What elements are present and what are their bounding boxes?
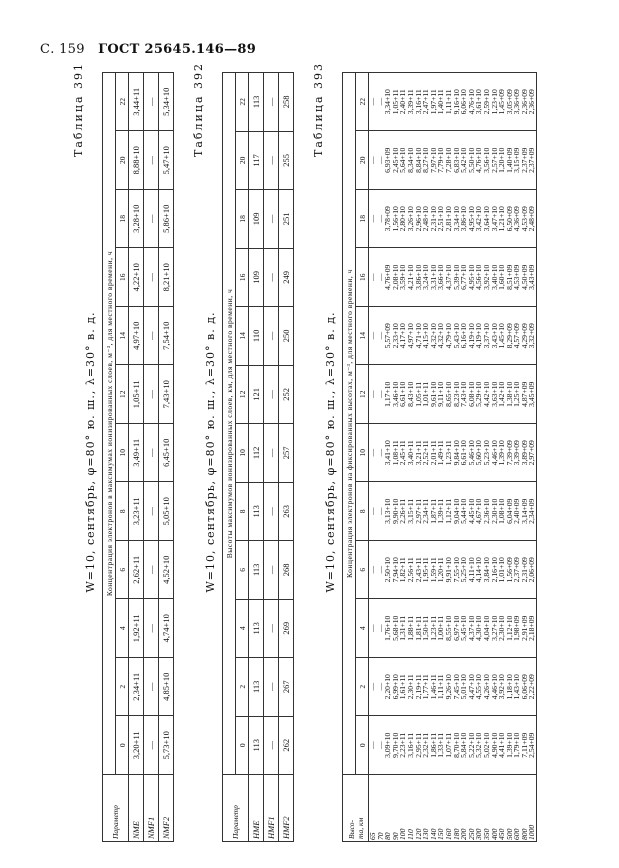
param-name: HME (249, 775, 264, 842)
value-cell: — (264, 307, 279, 365)
header-row (343, 73, 356, 842)
value-cell: — (264, 73, 279, 132)
hour-cell: 0 (116, 716, 129, 775)
value-cell: 8,21+10 (159, 248, 174, 307)
value-cell: 3,20+11 (129, 716, 144, 775)
table-392-subtitle: W=10, сентябрь, φ=80° ю. ш., λ=30° в. д. (204, 311, 217, 593)
value-cell: 252 (279, 365, 294, 423)
value-cell: 3,23+11 (129, 482, 144, 541)
table-392-label: Таблица 392 (192, 62, 205, 157)
value-cell: 113 (249, 716, 264, 774)
value-cell: 4,85+10 (159, 658, 174, 717)
value-cell: 109 (249, 248, 264, 306)
value-cell: — (144, 658, 159, 717)
hour-cell: 4 (116, 599, 129, 658)
hour-cell: 12 (356, 365, 369, 424)
value-column: — — 3,09+10 9,70+10 2,23+11 3,16+11 2,95+11 2,32+11 1,86+11 1,33+11 1,07+11 8,70+10 5,84+10 5,22+10 5,32+10 5,02+10 4,90+10 4,41+10 1,39+10 1,79+10 7,11+09 2,54+09 (369, 716, 537, 775)
value-cell: 2,34+11 (129, 658, 144, 717)
page-number: С. 159 (40, 42, 85, 57)
value-column: — — 3,13+10 9,90+10 2,26+11 3,15+11 2,97+11 2,34+11 1,87+11 1,39+11 1,12+11 9,04+10 5,44+10 4,45+10 4,67+10 2,36+10 2,30+10 1,08+10 6,04+09 2,40+09 3,14+09 2,34+09 (369, 482, 537, 541)
value-column: — — 5,57+09 2,33+10 4,17+10 4,97+10 4,71+10 4,15+10 4,32+10 4,32+10 4,79+10 5,43+10 6,16+10 4,19+10 4,19+10 3,37+10 3,43+10 1,45+10 8,29+09 4,57+09 4,29+09 3,32+09 (369, 307, 537, 366)
value-cell: — (144, 482, 159, 541)
value-column: — — 3,78+09 1,56+10 2,80+10 3,26+10 2,96+10 2,48+10 2,31+10 2,51+10 2,81+10 3,34+10 3,86+10 4,95+10 3,42+10 3,64+10 3,47+10 1,21+10 6,50+09 4,36+09 4,53+09 2,48+09 (369, 190, 537, 249)
value-cell: — (264, 541, 279, 599)
param-name: NMF2 (159, 775, 174, 842)
hour-cell: 10 (356, 424, 369, 483)
value-cell: — (264, 131, 279, 189)
hour-cell: 22 (116, 73, 129, 132)
value-cell: — (144, 365, 159, 424)
value-cell: 262 (279, 716, 294, 774)
hour-cell: 2 (116, 658, 129, 717)
hours-row (116, 73, 129, 842)
height-column: 65 70 80 90 100 110 120 130 140 150 160 180 200 250 300 350 400 450 500 600 800 1000 (369, 775, 537, 842)
hour-cell: 2 (356, 658, 369, 717)
param-name: NMF1 (144, 775, 159, 842)
hour-cell: 18 (236, 190, 249, 248)
value-cell: — (144, 190, 159, 249)
hour-cell: 14 (356, 307, 369, 366)
value-cell: — (144, 424, 159, 483)
value-cell: 255 (279, 131, 294, 189)
rotated-content (70, 62, 610, 842)
value-column: — — 2,20+10 6,99+10 1,61+11 2,30+11 2,19+11 1,77+11 1,46+11 1,11+11 9,26+10 7,45+10 5,01+10 4,47+10 4,55+10 4,26+10 4,46+10 3,92+10 1,18+10 1,43+10 6,06+09 2,22+09 (369, 658, 537, 717)
hour-cell: 14 (116, 307, 129, 366)
param-header: Параметр (103, 775, 129, 842)
value-cell: 5,05+10 (159, 482, 174, 541)
value-cell: 4,74+10 (159, 599, 174, 658)
hour-cell: 2 (236, 658, 249, 716)
value-cell: 113 (249, 482, 264, 540)
hour-cell: 14 (236, 307, 249, 365)
table-row (129, 73, 144, 842)
table-row (159, 73, 174, 842)
hour-cell: 8 (356, 482, 369, 541)
value-cell: 121 (249, 365, 264, 423)
param-name: HMF1 (264, 775, 279, 842)
table-caption: Концентрация электронов в максимумах ионизированных слоев, м⁻³, для местного времени, ч (103, 73, 116, 775)
height-header: Высо- та, км (343, 775, 369, 842)
hour-cell: 18 (356, 190, 369, 249)
value-cell: 258 (279, 73, 294, 132)
hour-cell: 20 (236, 131, 249, 189)
hour-cell: 12 (116, 365, 129, 424)
value-column: — — 6,93+09 2,45+10 5,64+10 8,34+10 8,84+10 8,27+10 7,97+10 7,79+10 7,28+10 6,83+10 5,42+10 5,50+10 4,76+10 3,56+10 2,57+10 1,20+10 1,40+09 3,15+09 2,37+09 2,37+09 (369, 131, 537, 190)
value-cell: — (264, 190, 279, 248)
value-cell: 1,05+11 (129, 365, 144, 424)
param-name: NME (129, 775, 144, 842)
value-cell: 7,54+10 (159, 307, 174, 366)
value-cell: 267 (279, 658, 294, 716)
hour-cell: 22 (236, 73, 249, 132)
param-name: HMF2 (279, 775, 294, 842)
hour-cell: 6 (356, 541, 369, 600)
value-cell: 257 (279, 424, 294, 482)
hour-cell: 22 (356, 73, 369, 132)
value-cell: 7,43+10 (159, 365, 174, 424)
value-cell: 3,44+11 (129, 73, 144, 132)
hour-cell: 6 (116, 541, 129, 600)
value-cell: 1,92+11 (129, 599, 144, 658)
value-cell: — (264, 424, 279, 482)
hour-cell: 8 (236, 482, 249, 540)
hour-cell: 20 (116, 131, 129, 190)
value-cell: — (144, 599, 159, 658)
hour-cell: 20 (356, 131, 369, 190)
table-392 (222, 72, 294, 842)
hours-row (356, 73, 369, 842)
value-cell: 263 (279, 482, 294, 540)
table-391-subtitle: W=10, сентябрь, φ=80° ю. ш., λ=30° в. д. (84, 311, 97, 593)
value-cell: 3,49+11 (129, 424, 144, 483)
table-caption: Концентрация электронов на фиксированных высотах, м⁻³, для местного времени, ч (343, 73, 356, 775)
value-cell: 4,22+10 (129, 248, 144, 307)
value-cell: 113 (249, 658, 264, 716)
table-391-label: Таблица 391 (72, 62, 85, 157)
hour-cell: 16 (236, 248, 249, 306)
value-cell: 5,34+10 (159, 73, 174, 132)
value-cell: — (264, 365, 279, 423)
value-cell: — (144, 307, 159, 366)
value-cell: 113 (249, 541, 264, 599)
value-cell: — (264, 716, 279, 774)
value-cell: 4,97+10 (129, 307, 144, 366)
table-caption: Высоты максимумов ионизированных слоев, км, для местного времени, ч (223, 73, 236, 775)
value-cell: — (144, 131, 159, 190)
value-column: — — 1,76+10 5,68+10 1,31+11 1,88+11 1,81+11 1,50+11 1,23+11 1,00+11 8,55+10 6,97+10 5,45+10 4,37+10 4,30+10 4,04+10 3,27+10 2,30+10 1,12+10 1,98+09 2,91+09 2,18+09 (369, 599, 537, 658)
hour-cell: 18 (116, 190, 129, 249)
value-cell: — (144, 73, 159, 132)
value-cell: 109 (249, 190, 264, 248)
value-cell: 4,52+10 (159, 541, 174, 600)
value-cell: 3,28+10 (129, 190, 144, 249)
hour-cell: 8 (116, 482, 129, 541)
value-cell: 117 (249, 131, 264, 189)
value-cell: 5,73+10 (159, 716, 174, 775)
value-cell: 250 (279, 307, 294, 365)
value-column: — — 3,41+10 1,08+11 2,45+11 3,40+11 3,21+11 2,52+11 2,01+11 1,49+11 1,23+11 9,84+10 6,61+10 5,46+10 5,60+10 5,23+10 4,46+10 1,39+10 7,39+09 3,39+09 3,89+09 2,97+09 (369, 424, 537, 483)
value-cell: 2,62+11 (129, 541, 144, 600)
value-column: — — 3,34+10 1,05+11 2,40+11 3,39+11 3,16+11 2,47+11 1,97+11 1,40+11 1,11+11 9,16+10 6,06+10 4,76+10 3,61+10 2,59+10 1,23+10 1,45+09 3,05+09 3,36+09 2,36+09 2,36+09 (369, 73, 537, 132)
hour-cell: 12 (236, 365, 249, 423)
hour-cell: 4 (356, 599, 369, 658)
value-cell: 112 (249, 424, 264, 482)
value-cell: 5,47+10 (159, 131, 174, 190)
hour-cell: 16 (116, 248, 129, 307)
hour-cell: 0 (236, 716, 249, 774)
page-header (40, 42, 256, 57)
table-391 (102, 72, 174, 842)
standard-code: ГОСТ 25645.146—89 (98, 42, 257, 57)
table-row (264, 73, 279, 842)
hour-cell: 10 (116, 424, 129, 483)
hour-cell: 0 (356, 716, 369, 775)
value-column: — — 4,76+09 2,08+10 3,59+10 4,21+10 3,86+10 3,24+10 3,31+10 3,66+10 4,37+10 5,39+10 6,77+10 4,95+10 4,56+10 3,92+10 3,40+10 1,60+10 8,51+09 4,53+09 4,50+09 3,43+09 (369, 248, 537, 307)
value-cell: 110 (249, 307, 264, 365)
value-cell: 251 (279, 190, 294, 248)
value-cell: — (264, 482, 279, 540)
param-header: Параметр (223, 775, 249, 842)
header-row (223, 73, 236, 842)
value-cell: — (144, 541, 159, 600)
value-cell: — (264, 658, 279, 716)
table-row (279, 73, 294, 842)
table-393-subtitle: W=10, сентябрь, φ=80° ю. ш., λ=30° в. д. (324, 311, 337, 593)
value-cell: — (144, 716, 159, 775)
value-cell: 6,45+10 (159, 424, 174, 483)
hour-cell: 10 (236, 424, 249, 482)
hours-row (236, 73, 249, 842)
table-393 (342, 72, 537, 842)
value-cell: — (264, 599, 279, 657)
table-row (144, 73, 159, 842)
data-row (369, 73, 537, 842)
value-column: — — 2,50+10 7,94+10 1,82+11 2,56+11 2,43+11 1,95+11 1,59+11 1,20+11 9,91+10 7,55+10 5,25+10 4,11+10 4,14+10 3,84+10 2,16+10 1,01+10 1,56+09 2,37+09 2,31+09 2,06+09 (369, 541, 537, 600)
header-row (103, 73, 116, 842)
value-cell: 268 (279, 541, 294, 599)
hour-cell: 6 (236, 541, 249, 599)
hour-cell: 16 (356, 248, 369, 307)
hour-cell: 4 (236, 599, 249, 657)
value-cell: — (264, 248, 279, 306)
value-cell: — (144, 248, 159, 307)
table-393-label: Таблица 393 (312, 62, 325, 157)
table-row (249, 73, 264, 842)
value-cell: 8,88+10 (129, 131, 144, 190)
value-column: — — 1,17+10 3,46+10 6,61+10 8,43+10 1,05+11 1,01+11 9,61+10 9,11+10 8,65+10 8,23+10 7,43+10 6,08+10 5,29+10 4,42+10 3,63+10 1,42+10 1,38+10 1,25+10 4,87+09 3,45+09 (369, 365, 537, 424)
value-cell: 269 (279, 599, 294, 657)
value-cell: 113 (249, 73, 264, 132)
value-cell: 249 (279, 248, 294, 306)
value-cell: 5,86+10 (159, 190, 174, 249)
value-cell: 113 (249, 599, 264, 657)
